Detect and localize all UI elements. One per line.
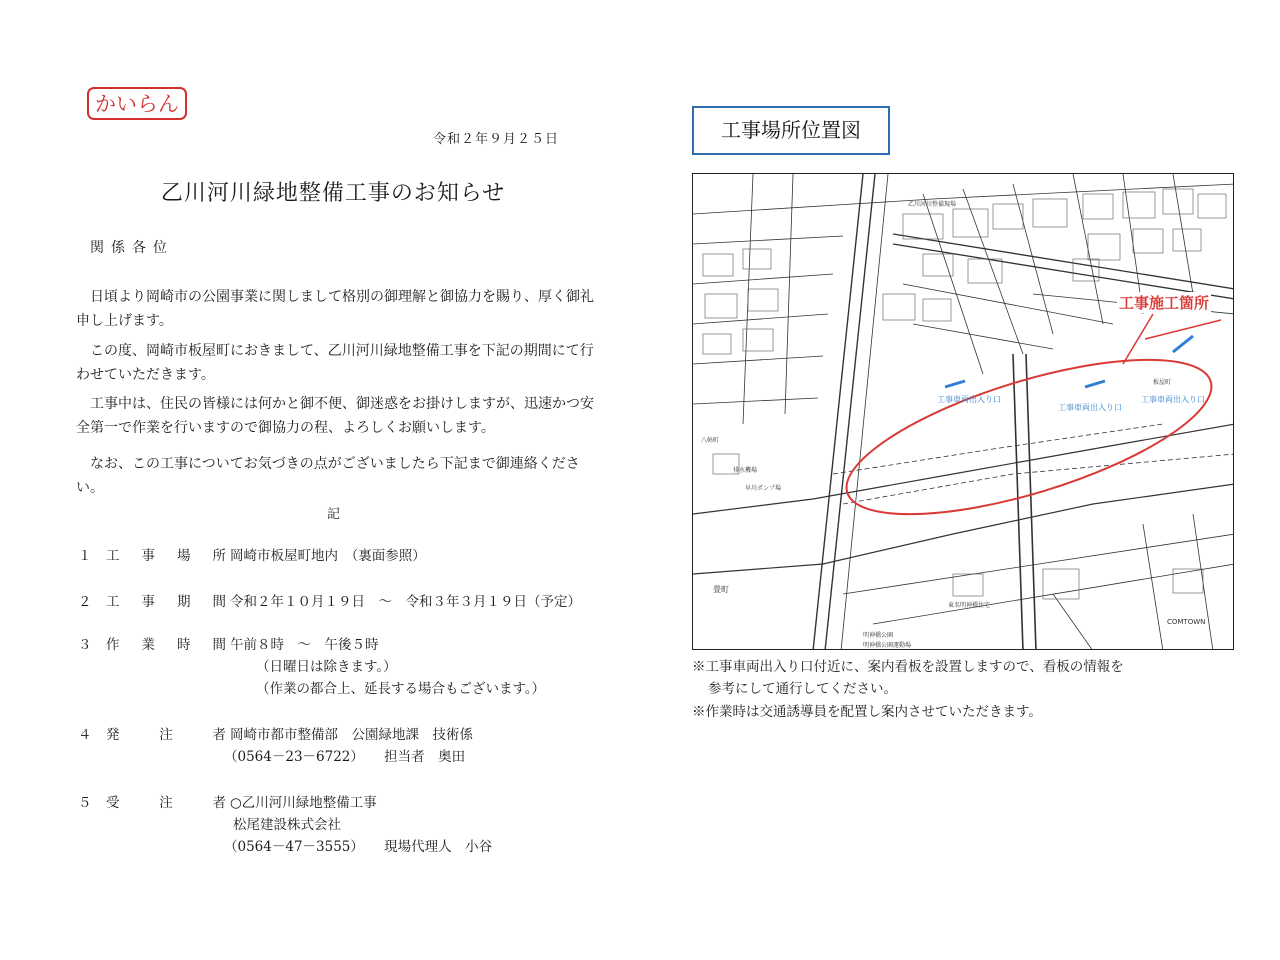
detail-item-value: 松尾建設株式会社 bbox=[233, 817, 341, 833]
map-place-label: 東名明神橋住宅 bbox=[948, 602, 991, 609]
detail-item-value: （作業の都合上、延長する場合もございます。） bbox=[256, 681, 546, 697]
notice-addressee: 関係各位 bbox=[90, 240, 174, 256]
detail-item-value: 令和２年１０月１９日 ～ 令和３年３月１９日（予定） bbox=[230, 594, 581, 610]
construction-site-label: 工事施工箇所 bbox=[1119, 294, 1210, 312]
map-place-label: 乙川河川整備現場 bbox=[908, 201, 957, 208]
map-place-label: 早川ポンプ場 bbox=[745, 485, 782, 492]
map-place-label: 排水機場 bbox=[733, 467, 758, 474]
detail-item-number: ２ bbox=[78, 594, 92, 610]
map-place-label: 明神橋公園 bbox=[863, 632, 894, 639]
entrance-label: 工事車両出入り口 bbox=[1058, 403, 1122, 412]
detail-item-value: （0564－23－6722） 担当者 奥田 bbox=[224, 749, 466, 765]
entrance-arrow-icon bbox=[1173, 336, 1193, 352]
detail-item-number: ３ bbox=[78, 637, 92, 653]
detail-item-value: 岡崎市都市整備部 公園緑地課 技術係 bbox=[230, 727, 473, 743]
detail-item-value: （0564－47－3555） 現場代理人 小谷 bbox=[224, 839, 493, 855]
map-note-1: ※工事車両出入り口付近に、案内看板を設置しますので、看板の情報を bbox=[692, 659, 1124, 675]
notice-title: 乙川河川緑地整備工事のお知らせ bbox=[160, 181, 506, 206]
paragraph-2: この度、岡崎市板屋町におきまして、乙川河川緑地整備工事を下記の期間にて行わせていただきます。 bbox=[76, 343, 594, 383]
detail-item-value: （日曜日は除きます。） bbox=[256, 659, 397, 675]
entrance-label: 工事車両出入り口 bbox=[1141, 395, 1205, 404]
entrance-label: 工事車両出入り口 bbox=[937, 395, 1001, 404]
detail-item-number: ５ bbox=[78, 795, 92, 811]
detail-item-value: 午前８時 ～ 午後５時 bbox=[230, 637, 379, 653]
map-place-label: 畳町 bbox=[713, 585, 729, 594]
map-title: 工事場所位置図 bbox=[692, 106, 890, 155]
kairan-stamp: かいらん bbox=[87, 87, 187, 120]
map-drawing bbox=[693, 174, 1234, 650]
detail-item-label: 作 業 時 間 bbox=[106, 637, 226, 653]
detail-item-label: 発 注 者 bbox=[106, 727, 226, 743]
detail-item-label: 工 事 期 間 bbox=[106, 594, 226, 610]
entrance-arrow-icon bbox=[1085, 381, 1105, 387]
map-place-label: 明神橋公園運動場 bbox=[863, 642, 912, 649]
detail-item-number: ４ bbox=[78, 727, 92, 743]
detail-item-value: 岡崎市板屋町地内 （裏面参照） bbox=[230, 548, 426, 564]
notice-date: 令和２年９月２５日 bbox=[433, 132, 560, 147]
map-note-3: ※作業時は交通誘導員を配置し案内させていただきます。 bbox=[692, 704, 1042, 720]
map-place-label: COMTOWN bbox=[1167, 618, 1206, 626]
detail-item-label: 受 注 者 bbox=[106, 795, 226, 811]
paragraph-3: 工事中は、住民の皆様には何かと御不便、御迷惑をお掛けしますが、迅速かつ安全第一で作業を行いますので御協力の程、よろしくお願いします。 bbox=[76, 396, 594, 436]
map-note-2: 参考にして通行してください。 bbox=[708, 681, 897, 697]
location-map bbox=[692, 173, 1234, 650]
detail-item-label: 工 事 場 所 bbox=[106, 548, 226, 564]
detail-item-number: １ bbox=[78, 548, 92, 564]
construction-underline bbox=[1145, 320, 1221, 339]
paragraph-4: なお、この工事についてお気づきの点がございましたら下記まで御連絡ください。 bbox=[76, 456, 580, 496]
map-place-label: 板屋町 bbox=[1153, 379, 1172, 386]
paragraph-1: 日頃より岡崎市の公園事業に関しまして格別の御理解と御協力を賜り、厚く御礼申し上げます。 bbox=[76, 289, 594, 329]
detail-item-value: ○乙川河川緑地整備工事 bbox=[230, 795, 377, 811]
construction-pointer-line bbox=[1123, 314, 1153, 364]
entrance-arrow-icon bbox=[945, 381, 965, 387]
ki-heading: 記 bbox=[327, 507, 341, 522]
map-place-label: 八帖町 bbox=[701, 437, 720, 444]
